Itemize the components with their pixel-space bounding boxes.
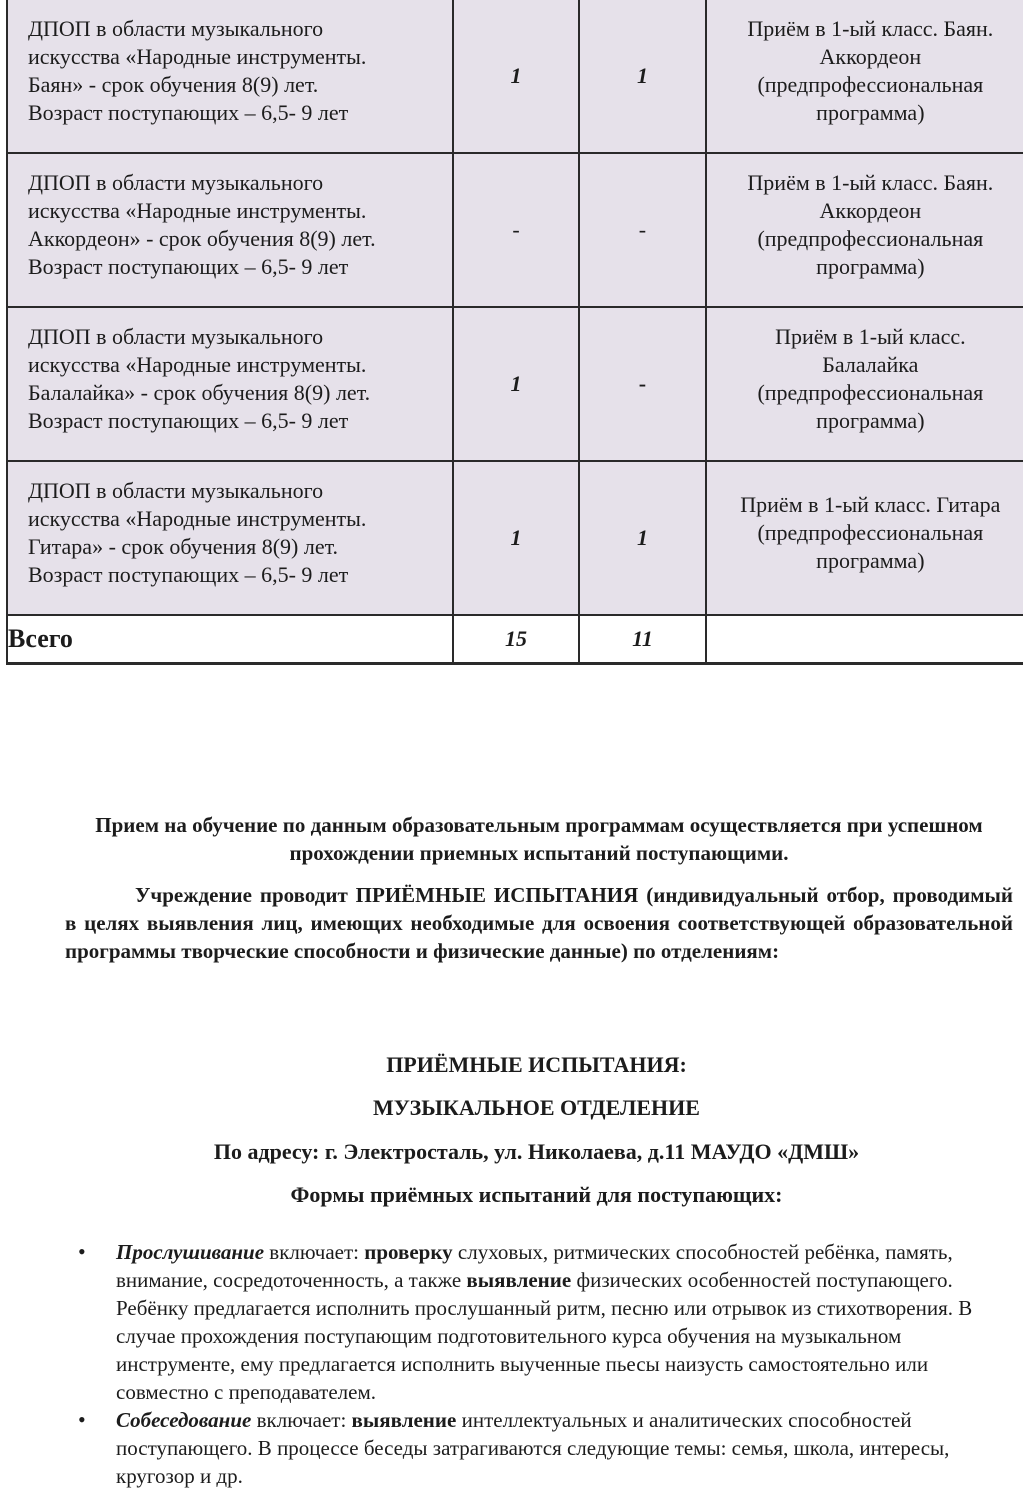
count-cell-a: 1 [453,307,579,461]
section-heading: ПРИЁМНЫЕ ИСПЫТАНИЯ: [386,1052,687,1077]
department-heading: МУЗЫКАЛЬНОЕ ОТДЕЛЕНИЕ [373,1095,700,1120]
address-heading: По адресу: г. Электросталь, ул. Николаева, д.11 МАУДО «ДМШ» [213,1139,860,1164]
count-cell-a: 1 [453,0,579,153]
form-text: физических особенностей поступающего. Ребёнку предлагается исполнить прослушанный ритм, песню или отрывок из стихотворения. В случае прохождения поступающим подготовительного курса обучения на музыкальном инструменте, ему предлагается исполнить выученные пьесы наизусть самостоятельно или совместно с преподавателем. [116,1268,973,1404]
program-cell [7,307,453,461]
note-text: Приём в 1-ый класс. Гитара (предпрофессиональная программа) [740,492,1001,573]
note-cell [706,307,1023,461]
total-label: Всего [7,615,453,664]
total-note [706,615,1023,664]
note-cell [706,153,1023,307]
note-cell [706,461,1023,615]
form-term: Собеседование [116,1408,252,1432]
form-keyword: выявление [466,1268,572,1292]
total-row [7,615,1023,664]
note-text: Приём в 1-ый класс. Баян. Аккордеон (предпрофессиональная программа) [747,170,994,279]
count-cell-a: - [453,153,579,307]
program-cell [7,153,453,307]
program-text: ДПОП в области музыкального искусства «Народные инструменты. Гитара» - срок обучения 8(9) лет. Возраст поступающих – 6,5- 9 лет [28,478,367,587]
intro-paragraph-1: Прием на обучение по данным образовательным программам осуществляется при успешном прохождении приемных испытаний поступающими. [95,813,983,865]
list-item [76,1238,1016,1406]
form-text: интеллектуальных и аналитических способностей поступающего. В процессе беседы затрагиваются следующие темы: семья, школа, интересы, кругозор и др. [116,1408,950,1488]
bullet-icon: • [78,1239,86,1264]
table-row [7,0,1023,153]
total-count-b: 11 [579,615,705,664]
program-cell [7,461,453,615]
form-text: слуховых, ритмических способностей ребёнка, память, внимание, сосредоточенность, а также [116,1240,953,1292]
bullet-icon: • [78,1407,86,1432]
intro-paragraph-2 [65,881,1013,965]
table-row [7,307,1023,461]
form-keyword: выявление [351,1408,457,1432]
intro-paragraph-2-text: Учреждение проводит ПРИЁМНЫЕ ИСПЫТАНИЯ (индивидуальный отбор, проводимый в целях выявления лиц, имеющих необходимые для освоения соответствующей образовательной программы творческие способности и физические данные) по отделениям: [65,883,1013,963]
form-text: включает: [251,1408,352,1432]
count-cell-b: 1 [579,0,705,153]
program-cell [7,0,453,153]
program-text: ДПОП в области музыкального искусства «Народные инструменты. Балалайка» - срок обучения 8(9) лет. Возраст поступающих – 6,5- 9 лет [28,324,371,433]
count-cell-a: 1 [453,461,579,615]
program-text: ДПОП в области музыкального искусства «Народные инструменты. Аккордеон» - срок обучения 8(9) лет. Возраст поступающих – 6,5- 9 лет [28,170,376,279]
total-count-a: 15 [453,615,579,664]
exam-forms-list [76,1238,1016,1490]
table-row [7,153,1023,307]
form-keyword: проверку [364,1240,453,1264]
count-cell-b: - [579,153,705,307]
note-text: Приём в 1-ый класс. Балалайка (предпрофессиональная программа) [757,324,984,433]
note-cell [706,0,1023,153]
forms-heading: Формы приёмных испытаний для поступающих: [290,1182,783,1207]
program-text: ДПОП в области музыкального искусства «Народные инструменты. Баян» - срок обучения 8(9) лет. Возраст поступающих – 6,5- 9 лет [28,16,367,125]
admission-plan-table [6,0,1023,665]
form-text: включает: [264,1240,365,1264]
count-cell-b: 1 [579,461,705,615]
count-cell-b: - [579,307,705,461]
table-row [7,461,1023,615]
form-term: Прослушивание [116,1240,265,1264]
note-text: Приём в 1-ый класс. Баян. Аккордеон (предпрофессиональная программа) [747,16,994,125]
list-item [76,1406,1016,1490]
